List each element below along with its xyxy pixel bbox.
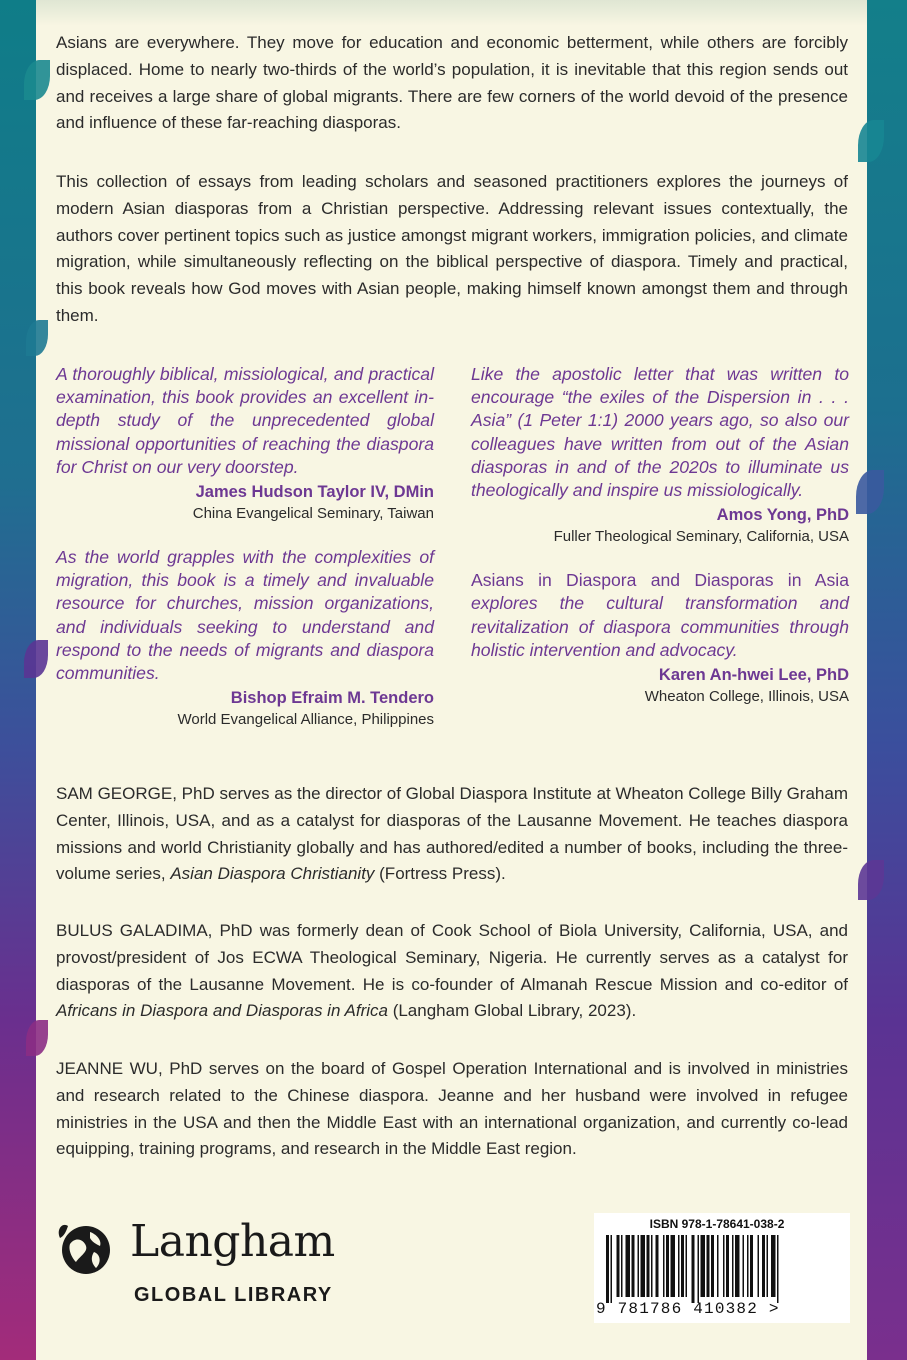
endorser-affiliation: Wheaton College, Illinois, USA bbox=[644, 688, 849, 706]
bio-text-tail: (Langham Global Library, 2023). bbox=[387, 1001, 637, 1021]
barcode-bar bbox=[723, 1235, 725, 1297]
isbn-label: ISBN 978-1-78641-038-2 bbox=[649, 1217, 785, 1231]
barcode-bar bbox=[617, 1235, 620, 1297]
blurb-paragraph-1: Asians are everywhere. They move for education and economic betterment, while others are forcibly displaced. Home to nearly two-thirds of the world’s population, it is inevitable that this region sends out and receives a large share of global migrants. There are few corners of the world devoid of the presence and influence of these far-reaching diasporas. bbox=[56, 33, 848, 133]
barcode-bar bbox=[732, 1235, 734, 1297]
barcode-digits: 9 781786 410382 > bbox=[596, 1300, 780, 1318]
barcode-bar bbox=[726, 1235, 729, 1297]
barcode-bar bbox=[621, 1235, 623, 1297]
barcode-bar bbox=[641, 1235, 646, 1297]
globe-leaf-icon bbox=[56, 1218, 116, 1282]
bio-book-title: Africans in Diaspora and Diasporas in Africa bbox=[56, 1001, 388, 1021]
barcode-bar bbox=[686, 1235, 688, 1297]
barcode-bar bbox=[707, 1235, 710, 1297]
right-decorative-band bbox=[867, 0, 907, 1360]
barcode-bar bbox=[743, 1235, 745, 1297]
bio-text-tail: (Fortress Press). bbox=[374, 864, 506, 884]
publisher-logo bbox=[56, 1214, 356, 1314]
endorsement bbox=[471, 363, 849, 545]
barcode-bar bbox=[606, 1235, 609, 1303]
barcode-bar bbox=[762, 1235, 765, 1297]
decorative-leaf bbox=[24, 640, 48, 678]
bio-bulus-galadima bbox=[56, 918, 848, 1025]
barcode-bar bbox=[671, 1235, 676, 1297]
barcode-bar bbox=[758, 1235, 760, 1297]
barcode-bar bbox=[666, 1235, 669, 1297]
endorser-name: Amos Yong, PhD bbox=[716, 506, 849, 525]
decorative-leaf bbox=[26, 1020, 48, 1056]
endorser-name: Bishop Efraim M. Tendero bbox=[230, 689, 434, 708]
endorsement-quote: As the world grapples with the complexities of migration, this book is a timely and invaluable resource for churches, mission organizations, and individuals seeking to understand and respond to the needs of migrants and diaspora communities. bbox=[56, 547, 434, 684]
endorser-name: Karen An-hwei Lee, PhD bbox=[658, 666, 849, 685]
decorative-leaf bbox=[26, 320, 48, 356]
publisher-imprint: GLOBAL LIBRARY bbox=[134, 1284, 333, 1306]
barcode-bar bbox=[678, 1235, 680, 1297]
barcode-bar bbox=[611, 1235, 613, 1303]
blurb-paragraph-2: This collection of essays from leading scholars and seasoned practitioners explores the journeys of modern Asian diasporas from a Christian perspective. Addressing relevant issues contextually, the authors cover pertinent topics such as justice amongst migrant workers, immigration policies, and climate migration, while simultaneously reflecting on the biblical perspective of diaspora. Timely and practical, this book reveals how God moves with Asian people, making himself known amongst them and through them. bbox=[56, 172, 848, 325]
isbn-barcode bbox=[594, 1213, 850, 1323]
barcode-bar bbox=[747, 1235, 749, 1297]
endorser-affiliation: China Evangelical Seminary, Taiwan bbox=[192, 505, 434, 523]
bio-book-title: Asian Diaspora Christianity bbox=[170, 864, 375, 884]
bio-text: SAM GEORGE, PhD serves as the director of Global Diaspora Institute at Wheaton College Billy Graham Center, Illinois, USA, and as a catalyst for diasporas of the Lausanne Movement. He teaches diaspora missions and world Christianity globally and has authored/edited a number of books, including the three-volume series, bbox=[56, 784, 848, 884]
barcode-bar bbox=[767, 1235, 769, 1297]
endorsement-quote-text: explores the cultural transformation and revitalization of diaspora communities through holistic intervention and advocacy. bbox=[471, 593, 849, 660]
barcode-bar bbox=[647, 1235, 650, 1297]
endorser-name: James Hudson Taylor IV, DMin bbox=[195, 483, 434, 502]
barcode-bar bbox=[750, 1235, 753, 1297]
book-title: Asians in Diaspora and Diasporas in Asia bbox=[471, 570, 849, 591]
endorser-affiliation: Fuller Theological Seminary, California, USA bbox=[553, 528, 849, 546]
barcode-bars bbox=[600, 1235, 840, 1303]
barcode-bar bbox=[632, 1235, 635, 1297]
barcode-bar bbox=[681, 1235, 684, 1297]
endorsement-quote: Like the apostolic letter that was written to encourage “the exiles of the Dispersion in . . . Asia” (1 Peter 1:1) 2000 years ago, so also our colleagues have written from out of the Asian diasporas in and of the 2020s to illuminate us theologically and inspire us missiologically. bbox=[471, 364, 849, 501]
top-decorative-fade bbox=[36, 0, 867, 26]
endorsement-quote: A thoroughly biblical, missiological, and practical examination, this book provides an excellent in-depth study of the unprecedented global missional opportunities of reaching the diaspora for Christ on our very doorstep. bbox=[56, 364, 434, 477]
endorsements-right-column bbox=[471, 363, 849, 705]
barcode-bar bbox=[663, 1235, 665, 1297]
barcode-bar bbox=[638, 1235, 640, 1297]
decorative-leaf bbox=[24, 60, 50, 100]
barcode-bar bbox=[651, 1235, 653, 1297]
left-decorative-band bbox=[0, 0, 36, 1360]
barcode-bar bbox=[735, 1235, 740, 1297]
endorsement-quote bbox=[471, 569, 849, 662]
barcode-bar bbox=[692, 1235, 695, 1303]
barcode-bar bbox=[717, 1235, 719, 1297]
barcode-bar bbox=[656, 1235, 659, 1297]
barcode-bar bbox=[626, 1235, 631, 1297]
bio-text: BULUS GALADIMA, PhD was formerly dean of Cook School of Biola University, California, USA, and provost/president of Jos ECWA Theological Seminary, Nigeria. He currently serves as a catalyst for diasporas of the Lausanne Movement. He is co-founder of Almanah Rescue Mission and co-editor of bbox=[56, 921, 848, 994]
barcode-bar bbox=[698, 1235, 700, 1303]
endorser-affiliation: World Evangelical Alliance, Philippines bbox=[177, 711, 434, 729]
endorsement bbox=[56, 546, 434, 728]
endorsements-left-column bbox=[56, 363, 434, 728]
endorsement bbox=[56, 363, 434, 522]
bio-jeanne-wu: JEANNE WU, PhD serves on the board of Gospel Operation International and is involved in ministries and research related to the Chinese diaspora. Jeanne and her husband were involved in refugee ministries in the USA and then the Middle East with an international organization, and currently co-lead equipping, training programs, and research in the Middle East region. bbox=[56, 1059, 848, 1159]
barcode-bar bbox=[771, 1235, 776, 1297]
bio-sam-george bbox=[56, 781, 848, 888]
endorsement bbox=[471, 569, 849, 705]
barcode-bar bbox=[777, 1235, 779, 1303]
barcode-bar bbox=[701, 1235, 706, 1297]
barcode-bar bbox=[711, 1235, 714, 1297]
publisher-name: Langham bbox=[130, 1216, 335, 1267]
